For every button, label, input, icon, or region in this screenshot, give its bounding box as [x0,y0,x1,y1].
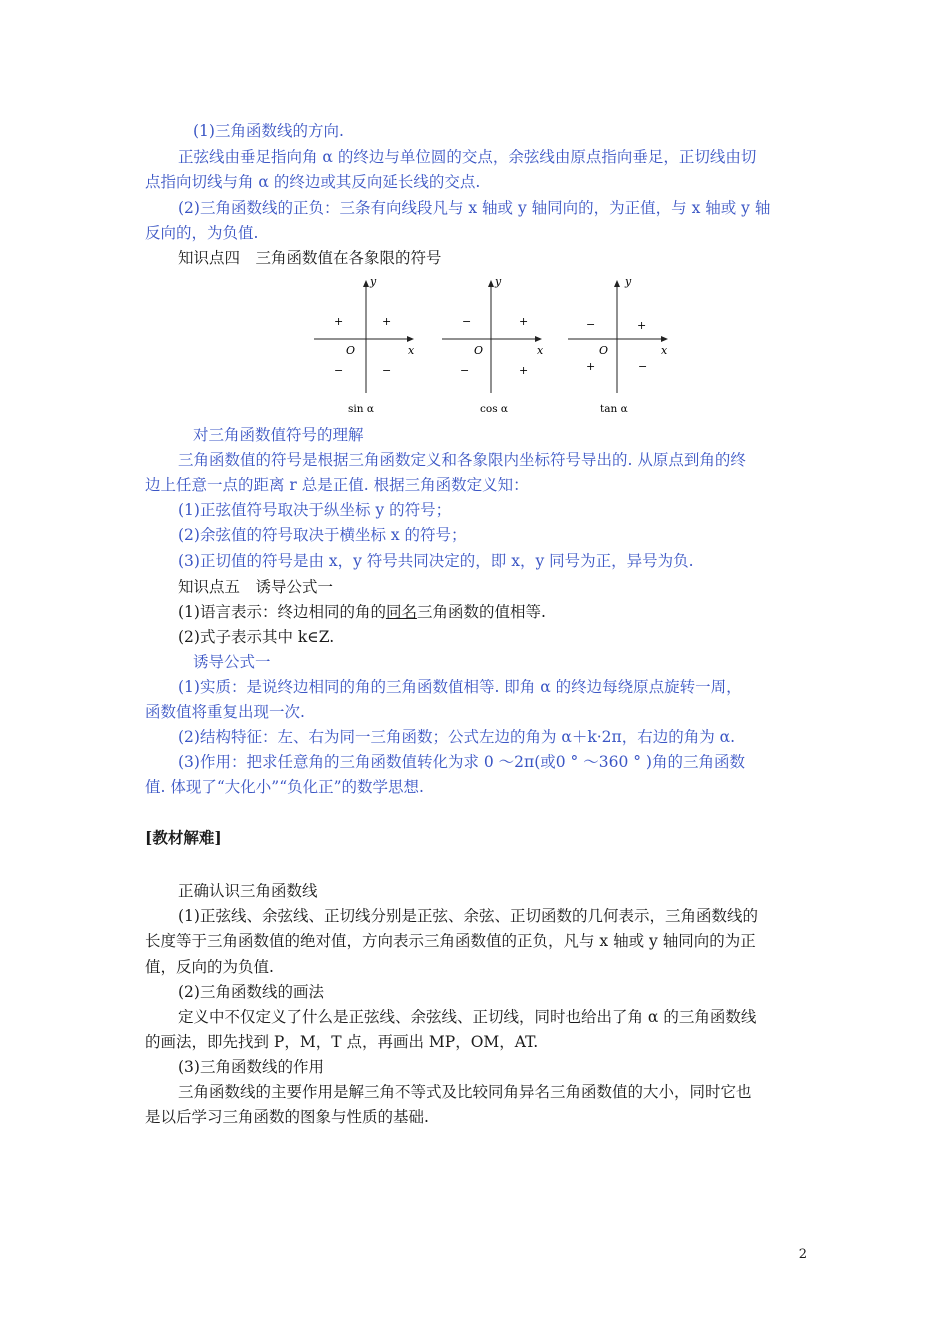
understand-point-3: (3)正切值的符号是由 x，y 符号共同决定的，即 x，y 同号为正，异号为负. [178,552,694,570]
y-axis-label: y [625,275,632,288]
q3-sign: − [334,364,344,377]
q3-sign: + [586,360,596,373]
q4-sign: + [519,364,529,377]
formula-line-3: (2)结构特征：左、右为同一三角函数；公式左边的角为 α＋k·2π，右边的角为 α. [178,728,736,746]
x-axis-label: x [661,344,668,357]
q1-sign: + [637,319,647,332]
formula-line-5: 值. 体现了“大化小”“负化正”的数学思想. [145,778,424,796]
x-axis-label: x [408,344,415,357]
difficulty-a1: (1)正弦线、余弦线、正切线分别是正弦、余弦、正切函数的几何表示，三角函数线的 [178,907,758,925]
kp5-line-2: (2)式子表示其中 k∈Z. [178,628,335,646]
x-axis-label: x [537,344,544,357]
formula-title: 诱导公式一 [193,653,271,671]
q2-sign: − [586,318,596,331]
page-number: 2 [798,1247,807,1262]
q2-sign: + [334,315,344,328]
kp5-line-1: (1)语言表示：终边相同的角的同名三角函数的值相等. [178,603,546,621]
y-axis-label: y [495,275,502,288]
knowledge-point-4-title: 知识点四 三角函数值在各象限的符号 [178,249,442,267]
formula-line-2: 函数值将重复出现一次. [145,703,305,721]
q4-sign: − [638,360,648,373]
q1-sign: + [519,315,529,328]
difficulty-c-title: (3)三角函数线的作用 [178,1058,324,1076]
direction-title: (1)三角函数线的方向. [193,122,344,140]
formula-line-4: (3)作用：把求任意角的三角函数值转化为求 0 ～2π(或0 ° ～360 ° )角的三角函数 [178,753,745,771]
difficulty-b-title: (2)三角函数线的画法 [178,983,324,1001]
q1-sign: + [382,315,392,328]
difficulty-a2: 长度等于三角函数值的绝对值，方向表示三角函数值的正负，凡与 x 轴或 y 轴同向的为正 [145,932,756,950]
difficulty-title: 正确认识三角函数线 [178,882,318,900]
cos-quadrant-diagram [440,275,550,417]
same-name-underlined: 同名 [385,603,417,621]
difficulty-b2: 的画法，即先找到 P，M，T 点，再画出 MP，OM，AT. [145,1033,539,1051]
origin-label: O [346,344,356,357]
diagram-caption: sin α [348,403,374,415]
understand-point-1: (1)正弦值符号取决于纵坐标 y 的符号； [178,501,452,519]
understand-line-2: 边上任意一点的距离 r 总是正值. 根据三角函数定义知： [145,476,529,494]
formula-line-1: (1)实质：是说终边相同的角的三角函数值相等. 即角 α 的终边每绕原点旋转一周， [178,678,742,696]
understand-line-1: 三角函数值的符号是根据三角函数定义和各象限内坐标符号导出的. 从原点到角的终 [178,451,746,469]
difficulty-a3: 值，反向的为负值. [145,958,274,976]
knowledge-point-5-title: 知识点五 诱导公式一 [178,578,334,596]
q4-sign: − [382,364,392,377]
difficulty-c1: 三角函数线的主要作用是解三角不等式及比较同角异名三角函数值的大小，同时它也 [178,1083,752,1101]
difficulty-b1: 定义中不仅定义了什么是正弦线、余弦线、正切线，同时也给出了角 α 的三角函数线 [178,1008,757,1026]
sign-line-1: (2)三角函数线的正负：三条有向线段凡与 x 轴或 y 轴同向的，为正值，与 x 轴或 y 轴 [178,199,771,217]
y-axis-label: y [370,275,377,288]
q3-sign: − [460,364,470,377]
q2-sign: − [462,315,472,328]
direction-line-2: 点指向切线与角 α 的终边或其反向延长线的交点. [145,173,481,191]
sin-quadrant-diagram [312,275,422,417]
understand-point-2: (2)余弦值的符号取决于横坐标 x 的符号； [178,526,467,544]
difficulty-header: [教材解难] [145,828,222,847]
diagram-caption: cos α [480,403,509,415]
direction-line-1: 正弦线由垂足指向角 α 的终边与单位圆的交点，余弦线由原点指向垂足，正切线由切 [178,148,757,166]
tan-quadrant-diagram [566,275,676,417]
sign-line-2: 反向的，为负值. [145,224,259,242]
diagram-caption: tan α [600,403,628,415]
difficulty-c2: 是以后学习三角函数的图象与性质的基础. [145,1108,429,1126]
understand-title: 对三角函数值符号的理解 [193,426,364,444]
origin-label: O [599,344,609,357]
origin-label: O [474,344,484,357]
